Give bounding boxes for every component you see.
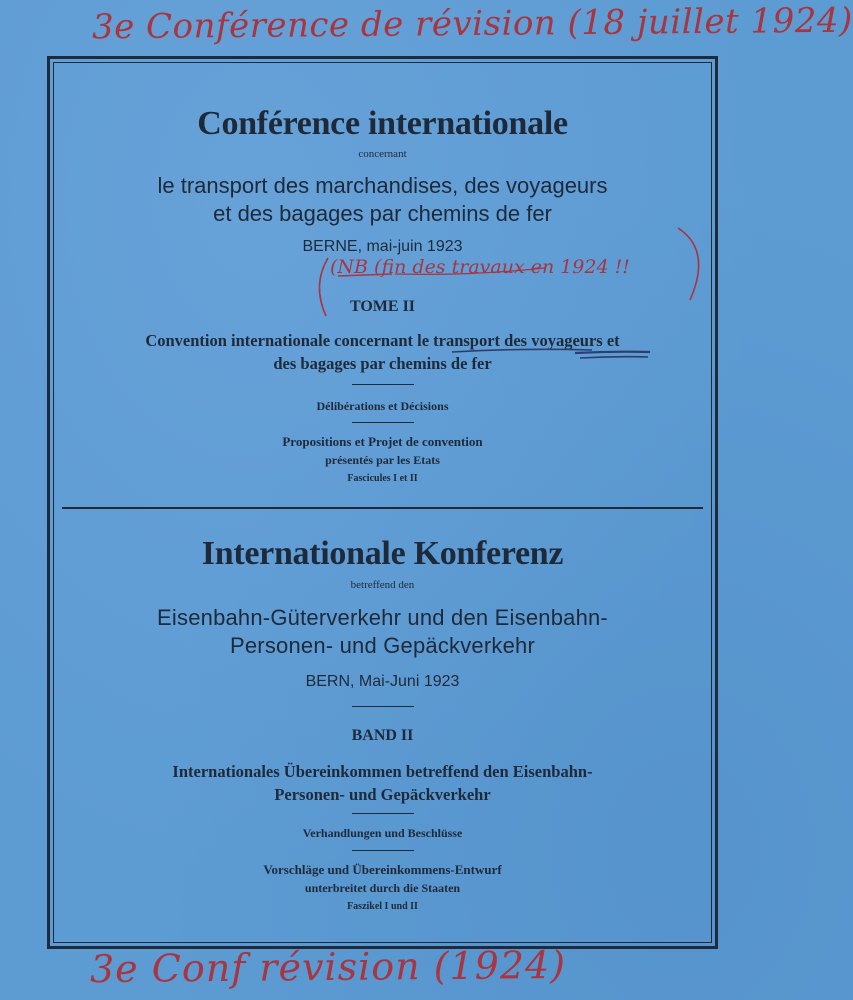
french-tome: TOME II <box>349 298 416 315</box>
german-title: Internationale Konferenz <box>201 535 564 572</box>
french-rule-1 <box>352 384 414 385</box>
french-subtitle-line1: le transport des marchandises, des voyageurs <box>157 173 608 198</box>
german-place-date: BERN, Mai-Juni 1923 <box>305 673 460 690</box>
german-rule-1 <box>352 706 414 707</box>
german-betreffend: betreffend den <box>350 579 415 591</box>
german-band: BAND II <box>351 727 414 744</box>
german-convention-line1: Internationales Übereinkommen betreffend den Eisenbahn- <box>172 762 593 781</box>
french-propositions-line2: présentés par les Etats <box>325 453 440 467</box>
french-propositions-line1: Propositions et Projet de convention <box>282 434 483 449</box>
french-convention-line2: des bagages par chemins de fer <box>273 354 492 373</box>
section-divider <box>62 507 703 509</box>
german-rule-2 <box>352 813 414 814</box>
german-subtitle-line2: Personen- und Gepäckverkehr <box>229 633 535 658</box>
french-fascicules: Fascicules I et II <box>347 473 418 484</box>
german-rule-3 <box>352 850 414 851</box>
middle-handwritten-note: (NB (fin des travaux en 1924 !! <box>330 256 630 278</box>
french-deliberations: Délibérations et Décisions <box>316 399 449 413</box>
french-rule-2 <box>352 422 414 423</box>
top-handwritten-note: 3e Conférence de révision (18 juillet 1924) <box>91 0 853 48</box>
german-vorschlaege-line2: unterbreitet durch die Staaten <box>304 881 461 895</box>
french-convention-line1: Convention internationale concernant le transport des voyageurs et <box>145 331 620 350</box>
german-faszikel: Faszikel I und II <box>347 901 418 912</box>
german-subtitle-line1: Eisenbahn-Güterverkehr und den Eisenbahn- <box>157 605 608 630</box>
french-place-date: BERNE, mai-juin 1923 <box>302 238 463 255</box>
german-convention-line2: Personen- und Gepäckverkehr <box>274 785 491 804</box>
german-vorschlaege-line1: Vorschläge und Übereinkommens-Entwurf <box>263 862 502 877</box>
french-concernant: concernant <box>358 148 407 160</box>
french-subtitle-line2: et des bagages par chemins de fer <box>213 201 552 226</box>
french-title: Conférence internationale <box>197 105 568 142</box>
bottom-handwritten-note: 3e Conf révision (1924) <box>89 942 567 992</box>
german-verhandlungen: Verhandlungen und Beschlüsse <box>302 826 463 840</box>
